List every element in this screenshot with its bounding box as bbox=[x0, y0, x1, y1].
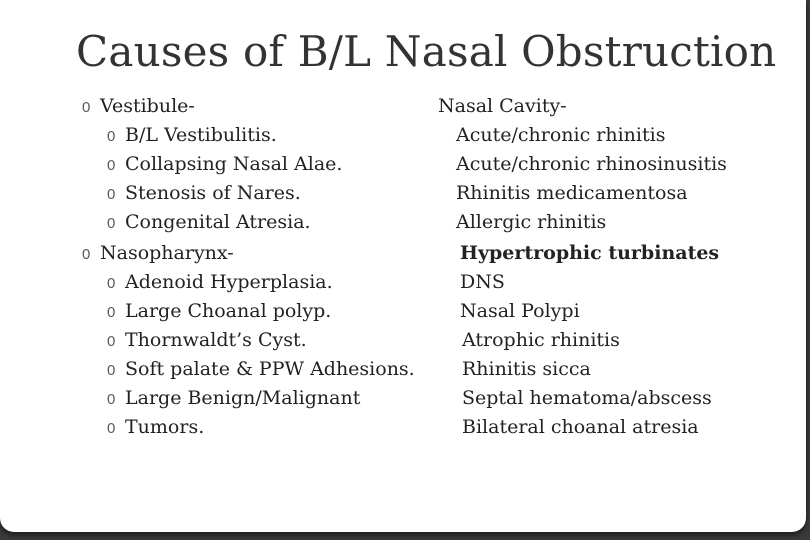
bullet-icon: 0 bbox=[107, 420, 116, 437]
section-heading: Vestibule- bbox=[100, 95, 195, 117]
list-item bbox=[82, 326, 432, 355]
bullet-icon: 0 bbox=[107, 362, 116, 379]
list-item-text: Large Choanal polyp. bbox=[125, 300, 332, 322]
list-item bbox=[82, 384, 432, 413]
list-item bbox=[82, 179, 432, 208]
list-item bbox=[82, 121, 432, 150]
list-item: Atrophic rhinitis bbox=[462, 329, 620, 351]
bullet-icon: 0 bbox=[82, 246, 91, 263]
right-column bbox=[438, 92, 798, 442]
list-item bbox=[82, 413, 432, 442]
list-item: Nasal Polypi bbox=[460, 300, 580, 322]
bullet-icon: 0 bbox=[107, 275, 116, 292]
section-heading: Nasopharynx- bbox=[100, 242, 234, 264]
list-item-text: Large Benign/Malignant bbox=[125, 387, 361, 409]
list-item-text: Thornwaldt’s Cyst. bbox=[125, 329, 307, 351]
list-item-text: Soft palate & PPW Adhesions. bbox=[125, 358, 415, 380]
bullet-icon: 0 bbox=[107, 333, 116, 350]
list-item: Acute/chronic rhinosinusitis bbox=[456, 153, 727, 175]
list-item-text: Tumors. bbox=[125, 416, 205, 438]
list-item: Bilateral choanal atresia bbox=[462, 416, 699, 438]
list-item bbox=[82, 355, 432, 384]
list-item-text: B/L Vestibulitis. bbox=[125, 124, 277, 146]
section-heading-nasal-cavity: Nasal Cavity- bbox=[438, 95, 567, 117]
list-item-text: Adenoid Hyperplasia. bbox=[125, 271, 333, 293]
list-item: Allergic rhinitis bbox=[456, 211, 607, 233]
list-item-text: Stenosis of Nares. bbox=[125, 182, 301, 204]
slide-title: Causes of B/L Nasal Obstruction bbox=[76, 27, 777, 76]
bullet-icon: 0 bbox=[107, 157, 116, 174]
list-item-text: Congenital Atresia. bbox=[125, 211, 311, 233]
section-nasopharynx bbox=[82, 239, 432, 268]
bullet-icon: 0 bbox=[107, 391, 116, 408]
list-item: Hypertrophic turbinates bbox=[460, 242, 720, 264]
section-vestibule bbox=[82, 92, 432, 121]
bullet-icon: 0 bbox=[107, 304, 116, 321]
bullet-icon: 0 bbox=[82, 99, 91, 116]
left-column bbox=[82, 92, 432, 442]
list-item: Acute/chronic rhinitis bbox=[456, 124, 666, 146]
bullet-icon: 0 bbox=[107, 128, 116, 145]
bullet-icon: 0 bbox=[107, 186, 116, 203]
list-item: DNS bbox=[460, 271, 505, 293]
list-item: Rhinitis medicamentosa bbox=[456, 182, 688, 204]
list-item bbox=[82, 208, 432, 237]
list-item: Rhinitis sicca bbox=[462, 358, 591, 380]
list-item bbox=[82, 150, 432, 179]
bullet-icon: 0 bbox=[107, 215, 116, 232]
list-item bbox=[82, 297, 432, 326]
list-item-text: Collapsing Nasal Alae. bbox=[125, 153, 343, 175]
list-item bbox=[82, 268, 432, 297]
list-item: Septal hematoma/abscess bbox=[462, 387, 712, 409]
